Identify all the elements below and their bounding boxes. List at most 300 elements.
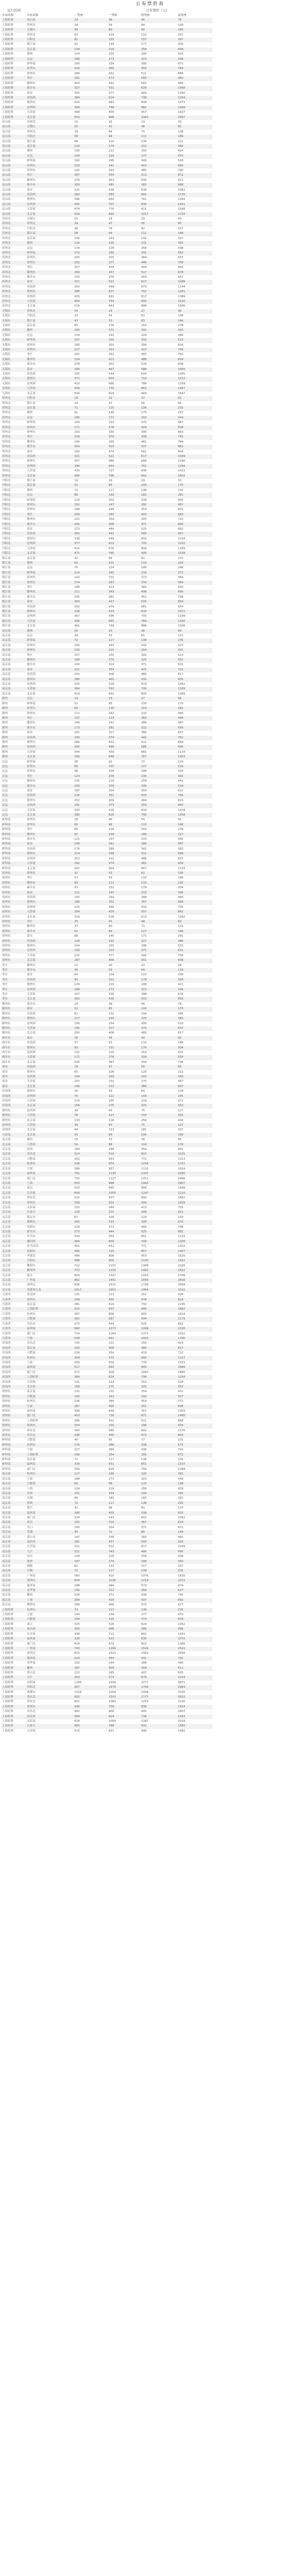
first-class-fare: 250 (108, 53, 114, 56)
from-station: 定远 (2, 760, 8, 764)
first-class-fare: 585 (108, 1429, 114, 1432)
business-class-fare: 3871 (178, 1681, 186, 1684)
to-station: 镇江南 (27, 140, 36, 143)
first-class-fare: 202 (108, 498, 114, 502)
premium-class-fare: 494 (141, 266, 147, 269)
from-station: 南京南 (1, 1569, 26, 1573)
business-class-fare: 1254 (177, 96, 212, 100)
to-station: 蚌埠南 (27, 760, 36, 764)
from-station: 滕州东 (2, 1031, 11, 1035)
from-station: 南京南 (1, 1501, 26, 1506)
to-station: 徐州东 (26, 581, 73, 585)
business-class-fare: 278 (178, 828, 184, 832)
business-class-fare: 601 (178, 1148, 184, 1151)
second-class-fare: 303 (73, 183, 108, 188)
business-class-fare: 2708 (178, 1274, 186, 1277)
table-row (1, 755, 212, 759)
business-class-fare: 1313 (178, 1157, 186, 1161)
table-row (1, 236, 212, 241)
first-class-fare: 359 (108, 668, 140, 672)
table-row (1, 527, 212, 532)
to-station: 保定东 (27, 1215, 36, 1219)
premium-class-fare: 415 (140, 793, 177, 798)
premium-class-fare: 386 (141, 731, 147, 735)
first-class-fare: 250 (108, 1423, 140, 1428)
business-class-fare: 827 (178, 857, 184, 860)
table-row (1, 125, 212, 129)
first-class-fare: 103 (108, 33, 114, 37)
to-station: 新乡东 (26, 1230, 73, 1234)
first-class-fare: 210 (108, 1210, 140, 1215)
to-station: 北京南 (26, 1084, 73, 1089)
first-class-fare: 133 (108, 38, 140, 42)
premium-class-fare: 136 (140, 406, 177, 411)
to-station: 北京南 (27, 1118, 36, 1122)
first-class-fare: 140 (108, 1497, 114, 1500)
from-station: 北京南 (2, 1264, 11, 1267)
table-row (1, 1206, 212, 1210)
second-class-fare: 191 (73, 1520, 108, 1525)
from-station: 镇江南 (2, 585, 11, 589)
second-class-fare: 44 (73, 1530, 108, 1535)
to-station: 沧州西 (27, 857, 36, 860)
first-class-fare: 334 (108, 62, 114, 66)
premium-class-fare: 667 (141, 867, 147, 870)
to-station: 南京南 (27, 1390, 36, 1394)
to-station: 九江 (26, 1550, 73, 1554)
first-class-fare: 93 (108, 876, 112, 880)
premium-class-fare: 61 (140, 871, 177, 876)
second-class-fare: 172 (73, 251, 108, 256)
from-station: 常州北 (1, 474, 26, 479)
table-row (1, 1443, 212, 1448)
to-station: 滁州 (27, 149, 33, 153)
premium-class-fare: 375 (140, 1026, 177, 1031)
to-station: 杭州东 (27, 1400, 36, 1403)
table-row (1, 1099, 212, 1104)
premium-class-fare: 755 (141, 1467, 147, 1471)
table-row (1, 1312, 212, 1317)
business-class-fare: 631 (177, 948, 212, 953)
table-row (1, 1278, 212, 1283)
second-class-fare: 321 (73, 280, 108, 284)
second-class-fare: 461 (74, 624, 80, 628)
premium-class-fare: 999 (141, 1187, 147, 1190)
to-station: 定远 (27, 333, 33, 337)
business-class-fare: 118 (178, 1090, 184, 1093)
from-station: 北京南 (2, 1235, 11, 1239)
from-station: 宿州东 (2, 895, 11, 899)
premium-class-fare: 177 (141, 43, 147, 46)
premium-class-fare: 225 (140, 1472, 177, 1477)
second-class-fare: 85 (74, 324, 78, 327)
premium-class-fare: 836 (140, 202, 177, 207)
premium-class-fare: 871 (140, 1414, 177, 1418)
premium-class-fare: 1247 (140, 1191, 177, 1196)
premium-class-fare: 1034 (140, 1162, 177, 1166)
premium-class-fare: 398 (141, 993, 147, 996)
to-station: 德州东 (27, 460, 36, 463)
second-class-fare: 134 (74, 1555, 80, 1558)
second-class-fare: 230 (73, 736, 108, 740)
table-row (1, 663, 212, 667)
from-station: 北京南 (2, 1283, 11, 1287)
from-station: 南京南 (2, 1516, 11, 1519)
table-row (1, 183, 212, 188)
to-station: 南京南 (27, 556, 36, 560)
business-class-fare: 382 (177, 1472, 212, 1477)
from-station: 徐州东 (1, 1395, 26, 1399)
from-station: 徐州东 (1, 1433, 26, 1438)
second-class-fare: 121 (73, 891, 108, 895)
first-class-fare: 564 (108, 867, 114, 870)
premium-class-fare: 486 (141, 857, 147, 860)
first-class-fare: 533 (108, 609, 140, 614)
to-station: 福州南 (26, 1637, 73, 1641)
from-station: 常州北 (2, 440, 11, 444)
second-class-fare: 86 (74, 1497, 78, 1500)
from-station: 丹阳北 (2, 537, 11, 540)
premium-class-fare: 560 (140, 76, 177, 81)
table-row (1, 1511, 212, 1516)
premium-class-fare: 275 (141, 421, 147, 425)
business-class-fare: 1499 (177, 106, 212, 110)
business-class-fare: 1480 (177, 1414, 212, 1418)
second-class-fare: 91 (74, 411, 78, 415)
from-station: 北京南 (1, 1143, 26, 1147)
second-class-fare: 52 (73, 483, 108, 488)
first-class-fare: 232 (108, 421, 114, 425)
business-class-fare: 2591 (177, 1647, 212, 1651)
from-station: 济南西 (1, 1094, 26, 1099)
first-class-fare: 244 (108, 895, 114, 899)
second-class-fare: 331 (74, 188, 80, 192)
second-class-fare: 58 (73, 231, 108, 236)
business-class-fare: 693 (178, 1671, 184, 1674)
second-class-fare: 144 (73, 154, 108, 159)
to-station: 西安北 (27, 1196, 36, 1200)
from-station: 昆山南 (2, 149, 11, 153)
from-station: 宿州东 (1, 900, 26, 905)
premium-class-fare: 780 (140, 619, 177, 624)
to-station: 无锡东 (26, 125, 73, 129)
second-class-fare: 143 (74, 1080, 80, 1083)
premium-class-fare: 45 (140, 18, 177, 23)
to-station: 泰安 (26, 1007, 73, 1011)
table-row (1, 1467, 212, 1472)
second-class-fare: 199 (74, 585, 80, 589)
table-row (1, 1385, 212, 1389)
second-class-fare: 93 (73, 1046, 108, 1050)
to-station: 枣庄 (26, 774, 73, 779)
from-station: 上海虹桥 (2, 1642, 14, 1646)
business-class-fare: 490 (178, 1662, 184, 1665)
second-class-fare: 117 (73, 1472, 108, 1477)
premium-class-fare: 425 (141, 518, 147, 521)
premium-class-fare: 250 (141, 1342, 147, 1345)
table-row (1, 1196, 212, 1200)
first-class-fare: 54 (108, 314, 112, 318)
premium-class-fare: 100 (140, 483, 177, 488)
from-station: 北京南 (1, 1230, 26, 1234)
from-station: 苏州北 (1, 290, 26, 294)
table-row (1, 426, 212, 430)
to-station: 宿州东 (26, 164, 73, 168)
business-class-fare: 304 (177, 978, 212, 982)
premium-class-fare: 125 (141, 1070, 147, 1074)
premium-class-fare: 1017 (140, 212, 177, 217)
from-station: 昆山南 (2, 159, 11, 163)
second-class-fare: 1018 (74, 1690, 82, 1694)
to-station: 济南西 (27, 1012, 36, 1015)
business-class-fare: 663 (178, 430, 184, 434)
business-class-fare: 800 (177, 522, 212, 527)
from-station: 上海虹桥 (1, 1647, 26, 1651)
premium-class-fare: 692 (140, 193, 177, 197)
premium-class-fare: 71 (141, 925, 145, 928)
business-class-fare: 470 (178, 1613, 184, 1617)
table-row (1, 197, 212, 202)
table-row (1, 1065, 212, 1070)
premium-class-fare: 761 (141, 198, 147, 201)
table-row (1, 202, 212, 207)
from-station: 昆山南 (2, 169, 11, 172)
premium-class-fare: 144 (140, 1094, 177, 1099)
table-row (1, 1632, 212, 1637)
first-class-fare: 68 (108, 556, 112, 560)
second-class-fare: 137 (73, 716, 108, 721)
first-class-fare: 374 (108, 736, 140, 740)
table-row (1, 517, 212, 522)
to-station: 滕州东 (26, 590, 73, 595)
table-row (1, 827, 212, 832)
second-class-fare: 206 (74, 62, 80, 66)
to-station: 沧州西 (27, 382, 36, 385)
business-class-fare: 1627 (178, 111, 186, 114)
table-row (1, 1113, 212, 1118)
first-class-fare: 59 (108, 1090, 112, 1093)
from-station: 天津西 (1, 1317, 26, 1321)
premium-class-fare: 233 (141, 838, 147, 841)
business-class-fare: 235 (177, 1569, 212, 1573)
first-class-fare: 101 (108, 561, 140, 566)
business-class-fare: 2326 (178, 1264, 186, 1267)
premium-class-fare: 115 (140, 823, 177, 827)
table-row (1, 406, 212, 411)
business-class-fare: 46 (177, 309, 212, 314)
from-station: 上海虹桥 (2, 81, 14, 85)
to-station: 曲阜东 (26, 522, 73, 527)
premium-class-fare: 505 (140, 600, 177, 604)
second-class-fare: 250 (74, 1031, 80, 1035)
second-class-fare: 364 (73, 687, 108, 691)
from-station: 上海虹桥 (1, 66, 26, 71)
business-class-fare: 1467 (177, 386, 212, 391)
second-class-fare: 419 (74, 692, 80, 696)
second-class-fare: 72 (73, 638, 108, 643)
second-class-fare: 36 (74, 1090, 78, 1093)
second-class-fare: 371 (73, 377, 108, 381)
second-class-fare: 228 (74, 1594, 80, 1597)
from-station: 南京南 (1, 677, 26, 682)
to-station: 池州 (26, 1560, 73, 1564)
from-station: 常州北 (2, 460, 11, 463)
first-class-fare: 434 (108, 173, 140, 178)
second-class-fare: 205 (73, 1220, 108, 1225)
to-station: 济南西 (26, 454, 73, 459)
table-row (1, 1327, 212, 1331)
table-row (1, 624, 212, 629)
premium-class-fare: 254 (141, 1050, 147, 1054)
business-class-fare: 1548 (178, 208, 186, 211)
premium-class-fare: 65 (141, 634, 145, 637)
premium-class-fare: 115 (140, 1482, 177, 1486)
to-station: 常州北 (27, 33, 36, 37)
first-class-fare: 1004 (108, 1720, 116, 1723)
second-class-fare: 150 (74, 895, 80, 899)
first-class-fare: 280 (108, 251, 140, 256)
to-station: 滁州 (26, 629, 73, 634)
business-class-fare: 1258 (177, 813, 212, 818)
first-class-fare: 127 (108, 1113, 140, 1118)
second-class-fare: 269 (73, 270, 108, 275)
premium-class-fare: 138 (141, 488, 147, 492)
first-class-fare: 956 (108, 1259, 140, 1263)
to-station: 定远 (26, 416, 73, 420)
second-class-fare: 144 (74, 1613, 80, 1617)
from-station: 镇江南 (1, 590, 26, 595)
from-station: 定远 (2, 799, 8, 802)
premium-class-fare: 163 (141, 324, 147, 327)
business-class-fare: 764 (177, 66, 212, 71)
second-class-fare: 273 (74, 528, 80, 531)
premium-class-fare: 150 (140, 1113, 177, 1118)
table-row (1, 72, 212, 76)
first-class-fare: 242 (108, 842, 140, 846)
to-station: 徐州东 (27, 169, 36, 172)
to-station: 宣城 (26, 1569, 73, 1573)
second-class-fare: 168 (73, 988, 108, 992)
second-class-fare: 38 (74, 760, 78, 764)
to-station: 长沙南 (27, 1632, 36, 1636)
first-class-fare: 215 (108, 648, 140, 653)
to-station: 泰安 (26, 1036, 73, 1041)
to-station: 济南西 (27, 372, 36, 376)
document-title: 公布票价表 (136, 2, 164, 7)
to-station: 德州东 (27, 740, 36, 744)
premium-class-fare: 390 (141, 430, 147, 434)
to-station: 蚌埠南 (27, 702, 36, 705)
from-station: 昆山南 (2, 130, 11, 133)
table-row (1, 314, 212, 318)
premium-class-fare: 617 (141, 1545, 147, 1549)
first-class-fare: 354 (108, 1351, 114, 1355)
premium-class-fare: 432 (141, 905, 147, 909)
business-class-fare: 1757 (177, 1162, 212, 1166)
business-class-fare: 575 (177, 1443, 212, 1448)
second-class-fare: 210 (73, 164, 108, 168)
premium-class-fare: 219 (140, 571, 177, 575)
premium-class-fare: 236 (140, 774, 177, 779)
business-class-fare: 1078 (178, 808, 186, 812)
from-station: 蚌埠南 (1, 833, 26, 837)
second-class-fare: 907 (73, 1685, 108, 1690)
from-station: 镇江南 (1, 571, 26, 575)
premium-class-fare: 179 (141, 886, 147, 890)
first-class-fare: 23 (108, 309, 140, 314)
premium-class-fare: 233 (140, 891, 177, 895)
from-station: 南京南 (2, 1555, 11, 1558)
premium-class-fare: 46 (141, 1002, 145, 1006)
first-class-fare: 577 (108, 91, 114, 95)
to-station: 天津南 (26, 861, 73, 866)
to-station: 滕州东 (27, 721, 36, 725)
business-class-fare: 212 (178, 1070, 184, 1074)
from-station: 苏州北 (2, 295, 11, 298)
first-class-fare: 452 (108, 363, 114, 366)
premium-class-fare: 1954 (140, 1288, 177, 1293)
premium-class-fare: 575 (141, 1603, 147, 1607)
business-class-fare: 366 (178, 711, 184, 715)
business-class-fare: 170 (177, 483, 212, 488)
second-class-fare: 134 (74, 246, 80, 250)
second-class-fare: 130 (74, 1342, 80, 1345)
second-class-fare: 193 (74, 663, 80, 667)
table-row (1, 488, 212, 493)
from-station: 南京南 (1, 658, 26, 663)
from-station: 济南西 (2, 1361, 11, 1364)
to-station: 沧州西 (26, 988, 73, 992)
table-row (1, 1617, 212, 1622)
second-class-fare: 309 (73, 1201, 108, 1206)
table-row (1, 702, 212, 706)
from-station: 常州北 (1, 416, 26, 420)
second-class-fare: 114 (73, 571, 108, 575)
to-station: 滕州东 (27, 81, 36, 85)
first-class-fare: 800 (108, 1710, 114, 1714)
business-class-fare: 265 (178, 1012, 184, 1015)
from-station: 镇江南 (1, 619, 26, 624)
second-class-fare: 221 (73, 668, 108, 672)
from-station: 镇江南 (1, 609, 26, 614)
second-class-fare: 515 (74, 1196, 80, 1200)
business-class-fare: 735 (178, 905, 184, 909)
business-class-fare: 111 (178, 634, 184, 637)
first-class-fare: 1474 (108, 1685, 140, 1690)
table-row (1, 711, 212, 716)
table-row (1, 1210, 212, 1215)
second-class-fare: 60 (73, 823, 108, 827)
from-station: 徐州东 (1, 1423, 26, 1428)
to-station: 衡阳东 (27, 1264, 36, 1267)
to-station: 北京南 (27, 392, 36, 395)
second-class-fare: 92 (74, 43, 78, 46)
business-class-fare: 3022 (177, 1695, 212, 1700)
table-row (1, 1022, 212, 1026)
business-class-fare: 439 (178, 1487, 184, 1490)
premium-class-fare: 732 (141, 1303, 147, 1307)
first-class-fare: 93 (108, 1041, 112, 1045)
second-class-fare: 71 (73, 406, 108, 411)
first-class-fare: 110 (108, 140, 114, 143)
from-station: 蚌埠南 (2, 1458, 11, 1462)
premium-class-fare: 738 (140, 1375, 177, 1380)
from-station: 南京南 (1, 1550, 26, 1554)
premium-class-fare: 582 (141, 81, 147, 85)
from-station: 上海虹桥 (2, 1652, 14, 1655)
second-class-fare: 485 (73, 1724, 108, 1728)
from-station: 天津西 (1, 1327, 26, 1331)
